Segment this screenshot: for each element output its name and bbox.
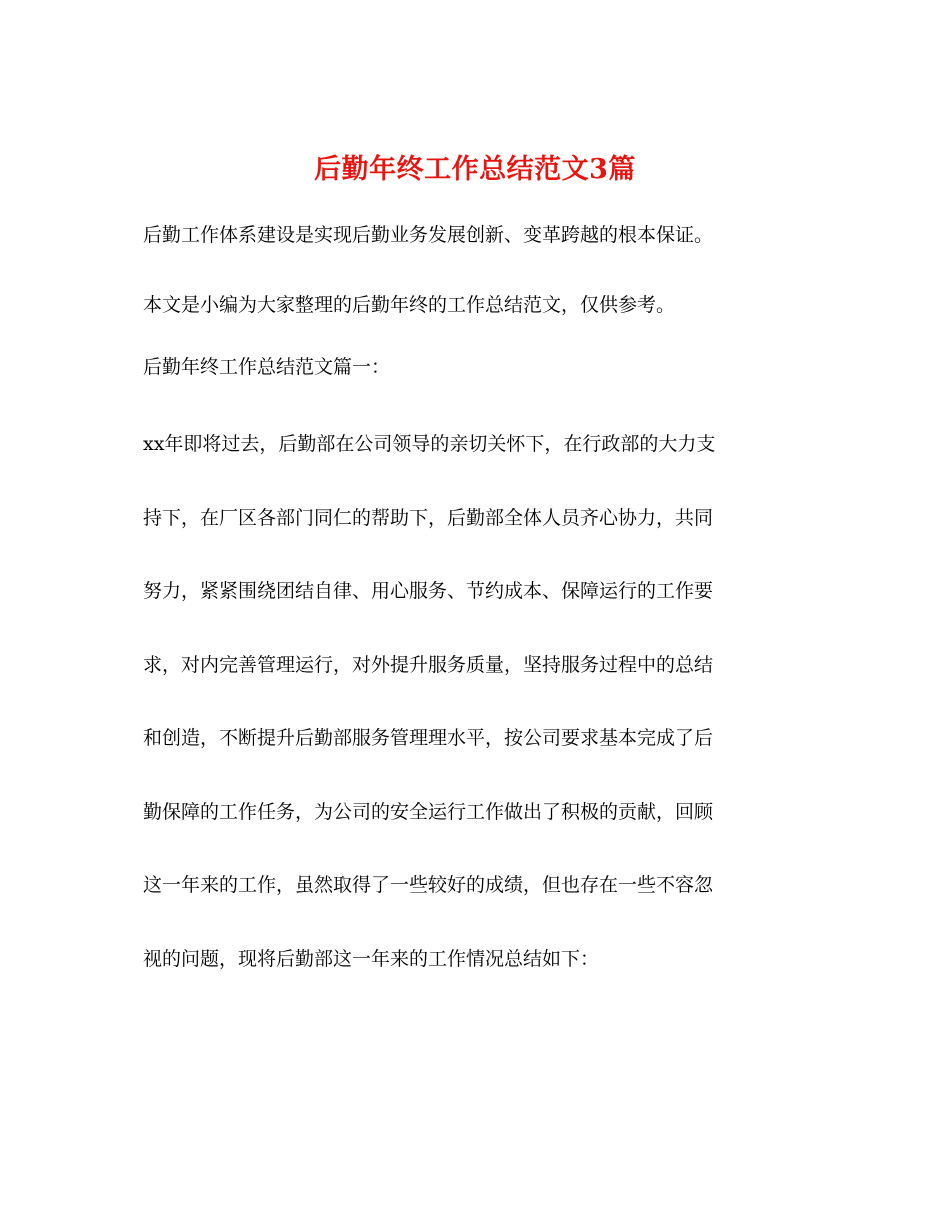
- body-line: 视的问题，现将后勤部这一年来的工作情况总结如下：: [143, 947, 600, 970]
- document-title: 后勤年终工作总结范文3篇: [314, 154, 636, 186]
- section-heading: 后勤年终工作总结范文篇一：: [143, 356, 391, 378]
- body-line: 持下，在厂区各部门同仁的帮助下，后勤部全体人员齐心协力，共同: [143, 506, 714, 529]
- body-line: 这一年来的工作，虽然取得了一些较好的成绩，但也存在一些不容忽: [143, 874, 714, 896]
- body-line: xx年即将过去，后勤部在公司领导的亲切关怀下，在行政部的大力支: [143, 433, 716, 455]
- body-line: 勤保障的工作任务，为公司的安全运行工作做出了积极的贡献，回顾: [143, 800, 714, 823]
- body-line: 求，对内完善管理运行，对外提升服务质量，坚持服务过程中的总结: [143, 653, 714, 676]
- body-line: 努力，紧紧围绕团结自律、用心服务、节约成本、保障运行的工作要: [143, 580, 714, 602]
- body-line: 和创造，不断提升后勤部服务管理理水平，按公司要求基本完成了后: [143, 727, 714, 749]
- intro-paragraph-1: 后勤工作体系建设是实现后勤业务发展创新、变革跨越的根本保证。: [143, 224, 714, 246]
- intro-paragraph-2: 本文是小编为大家整理的后勤年终的工作总结范文，仅供参考。: [143, 294, 676, 316]
- body-paragraph: [143, 408, 813, 996]
